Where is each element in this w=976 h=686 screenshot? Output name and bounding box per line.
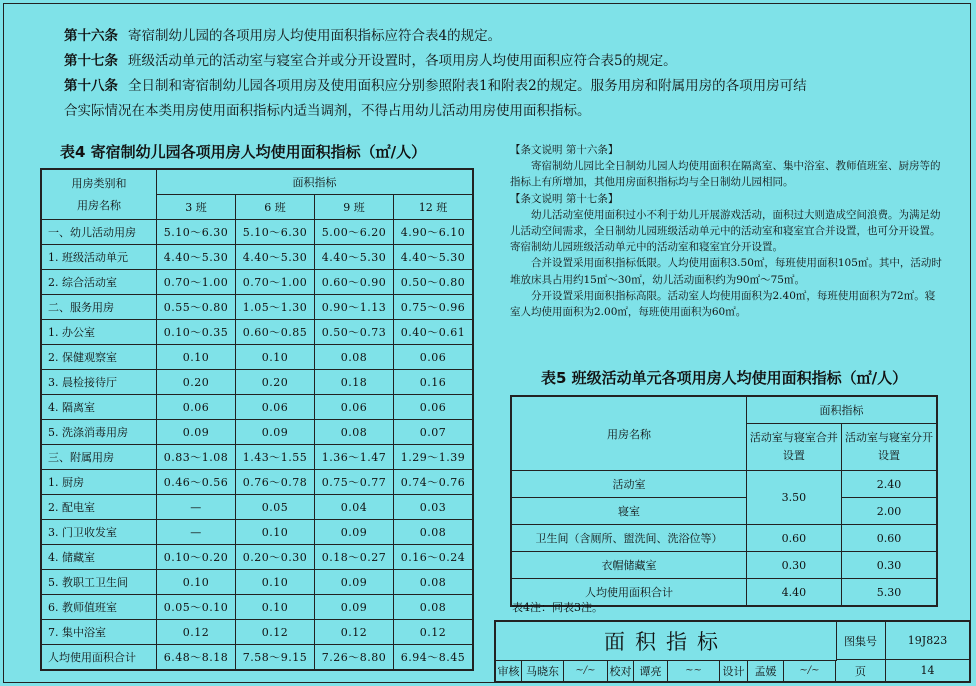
table4-row — [41, 320, 473, 345]
table4-cell: 0.10 — [235, 520, 314, 545]
table4-cell: 0.10 — [157, 345, 236, 370]
table4-cell: 0.10 — [157, 570, 236, 595]
table4-row — [41, 620, 473, 645]
table4-row-name: 1. 班级活动单元 — [41, 245, 157, 270]
table4-cell: 0.20～0.30 — [235, 545, 314, 570]
review-label: 审核 — [496, 660, 522, 681]
table5-cell-separate: 2.40 — [841, 471, 937, 498]
table4-cell: 0.75～0.77 — [314, 470, 393, 495]
article-16: 第十六条 寄宿制幼儿园的各项用房人均使用面积指标应符合表4的规定。 — [64, 28, 502, 44]
table4-col: 6 班 — [235, 195, 314, 220]
table4-cell: 0.74～0.76 — [393, 470, 473, 495]
designer-signature: ~/~ — [784, 660, 836, 681]
note-text-16: 寄宿制幼儿园比全日制幼儿园人均使用面积在隔离室、集中浴室、教师值班室、厨房等的指标上有所增加，其他用房面积指标均与全日制幼儿园相同。 — [510, 160, 941, 189]
table4-row-name: 2. 保健观察室 — [41, 345, 157, 370]
page-label: 页 — [836, 660, 886, 681]
table4-row — [41, 595, 473, 620]
table4-row-name: 5. 洗涤消毒用房 — [41, 420, 157, 445]
table4-cell: 0.06 — [393, 345, 473, 370]
table4-cell: 7.58～9.15 — [235, 645, 314, 671]
table4-cell: 0.03 — [393, 495, 473, 520]
table4-cell: 0.05 — [235, 495, 314, 520]
table4-cell: — — [157, 495, 236, 520]
table4-row-name: 三、附属用房 — [41, 445, 157, 470]
table4-row-name: 2. 配电室 — [41, 495, 157, 520]
table4-row — [41, 395, 473, 420]
table4-cell: 0.12 — [235, 620, 314, 645]
table4-cell: 0.08 — [393, 595, 473, 620]
table4-cell: 7.26～8.80 — [314, 645, 393, 671]
table5-cell-merged: 0.60 — [746, 525, 841, 552]
table5-row-name: 寝室 — [511, 498, 746, 525]
table4-cell: 0.09 — [235, 420, 314, 445]
note-heading-17: 【条文说明 第十七条】 — [510, 192, 619, 205]
table4-cell: 0.40～0.61 — [393, 320, 473, 345]
table4-cell: 0.09 — [314, 570, 393, 595]
table4-header-group: 面积指标 — [157, 169, 474, 195]
note-heading-16: 【条文说明 第十六条】 — [510, 144, 619, 156]
table4-cell: 4.40～5.30 — [157, 245, 236, 270]
table4-cell: 0.05～0.10 — [157, 595, 236, 620]
table4-row — [41, 420, 473, 445]
table4-row — [41, 495, 473, 520]
table4-cell: 0.08 — [314, 420, 393, 445]
table4-cell: 0.70～1.00 — [157, 270, 236, 295]
checker-name: 谭亮 — [634, 660, 668, 681]
table5-title: 表5 班级活动单元各项用房人均使用面积指标（㎡/人） — [541, 369, 908, 387]
table4-cell: 4.40～5.30 — [393, 245, 473, 270]
table5-header-name: 用房名称 — [511, 396, 746, 471]
check-label: 校对 — [608, 660, 634, 681]
table4-col: 12 班 — [393, 195, 473, 220]
table4-cell: 0.20 — [157, 370, 236, 395]
table4-row — [41, 220, 473, 245]
table4-row-name: 3. 晨检接待厅 — [41, 370, 157, 395]
article-17: 第十七条 班级活动单元的活动室与寝室合并或分开设置时，各项用房人均使用面积应符合表5的规定。 — [64, 53, 677, 69]
table5-cell-separate: 0.30 — [841, 552, 937, 579]
table4-cell: 0.12 — [393, 620, 473, 645]
table4-cell: 0.09 — [314, 520, 393, 545]
table4-cell: — — [157, 520, 236, 545]
explanation-notes — [510, 142, 942, 320]
checker-signature: ~~ — [668, 660, 720, 681]
table4-cell: 0.06 — [314, 395, 393, 420]
table4-cell: 0.06 — [393, 395, 473, 420]
table4-cell: 5.10～6.30 — [157, 220, 236, 245]
table4-cell: 0.09 — [314, 595, 393, 620]
table4-row-name: 二、服务用房 — [41, 295, 157, 320]
table4-row-name: 6. 教师值班室 — [41, 595, 157, 620]
table4-cell: 4.40～5.30 — [314, 245, 393, 270]
table4-col: 9 班 — [314, 195, 393, 220]
table4-cell: 6.94～8.45 — [393, 645, 473, 671]
table4-row — [41, 645, 473, 671]
table4-cell: 0.20 — [235, 370, 314, 395]
table4 — [40, 168, 474, 671]
table4-cell: 0.09 — [157, 420, 236, 445]
page-number: 14 — [920, 664, 935, 677]
designer-name: 孟媛 — [748, 660, 784, 681]
table4-cell: 0.55～0.80 — [157, 295, 236, 320]
table4-header-name: 用房类别和 用房名称 — [41, 169, 157, 220]
note-text-17b: 合并设置采用面积指标低限。人均使用面积3.50㎡，每班使用面积105㎡。其中，活动时堆放床具占用约15㎡～30㎡，幼儿活动面积约为90㎡～75㎡。 — [510, 257, 942, 286]
table4-row — [41, 470, 473, 495]
table4-cell: 0.10～0.35 — [157, 320, 236, 345]
table4-row — [41, 295, 473, 320]
table4-cell: 0.16～0.24 — [393, 545, 473, 570]
table4-col: 3 班 — [157, 195, 236, 220]
table4-cell: 0.50～0.80 — [393, 270, 473, 295]
table4-row-name: 5. 教职工卫生间 — [41, 570, 157, 595]
table4-row — [41, 270, 473, 295]
table4-row — [41, 520, 473, 545]
table4-row — [41, 370, 473, 395]
table4-cell: 5.00～6.20 — [314, 220, 393, 245]
note-text-17a: 幼儿活动室使用面积过小不利于幼儿开展游戏活动，面积过大则造成空间浪费。为满足幼儿活动空间需求，全日制幼儿园班级活动单元中的活动室和寝室宜合并设置，也可分开设置。寄宿制幼儿园班级活动单元中的活动室和寝室宜分开设置。 — [510, 208, 941, 254]
table4-cell: 0.16 — [393, 370, 473, 395]
table4-row-name: 3. 门卫收发室 — [41, 520, 157, 545]
note-text-17c: 分开设置采用面积指标高限。活动室人均使用面积为2.40㎡，每班使用面积为72㎡。寝室人均使用面积为2.00㎡，每班使用面积为60㎡。 — [510, 289, 936, 319]
table4-title: 表4 寄宿制幼儿园各项用房人均使用面积指标（㎡/人） — [60, 143, 427, 161]
table5-cell-separate: 0.60 — [841, 525, 937, 552]
table4-cell: 0.70～1.00 — [235, 270, 314, 295]
reviewer-name: 马晓东 — [522, 660, 564, 681]
table4-cell: 0.10～0.20 — [157, 545, 236, 570]
table4-cell: 0.06 — [235, 395, 314, 420]
table4-cell: 4.40～5.30 — [235, 245, 314, 270]
atlas-label: 图集号 — [836, 622, 886, 660]
table4-cell: 0.90～1.13 — [314, 295, 393, 320]
table5-cell-merged: 0.30 — [746, 552, 841, 579]
table4-cell: 0.50～0.73 — [314, 320, 393, 345]
table4-row-name: 2. 综合活动室 — [41, 270, 157, 295]
table4-cell: 0.10 — [235, 345, 314, 370]
article-18-cont: 合实际情况在本类用房使用面积指标内适当调剂，不得占用幼儿活动用房使用面积指标。 — [64, 103, 591, 119]
table4-cell: 0.18～0.27 — [314, 545, 393, 570]
table4-cell: 0.04 — [314, 495, 393, 520]
table4-cell: 0.83～1.08 — [157, 445, 236, 470]
table4-row-name: 4. 隔离室 — [41, 395, 157, 420]
table4-cell: 0.10 — [235, 595, 314, 620]
table4-cell: 0.76～0.78 — [235, 470, 314, 495]
table4-cell: 0.60～0.90 — [314, 270, 393, 295]
table4-row-name: 1. 厨房 — [41, 470, 157, 495]
table4-cell: 0.12 — [314, 620, 393, 645]
table4-row-name: 7. 集中浴室 — [41, 620, 157, 645]
table4-cell: 0.06 — [157, 395, 236, 420]
table5-col-separate: 活动室与寝室分开设置 — [841, 424, 937, 471]
table4-cell: 0.08 — [314, 345, 393, 370]
table5-note: 表4注：同表3注。 — [512, 601, 603, 614]
table4-cell: 0.08 — [393, 520, 473, 545]
table5-row-name: 人均使用面积合计 — [511, 579, 746, 607]
title-block — [494, 620, 971, 683]
article-18: 第十八条 全日制和寄宿制幼儿园各项用房及使用面积应分别参照附表1和附表2的规定。服务用房和附属用房的各项用房可结 — [64, 78, 807, 94]
table5-cell-merged: 4.40 — [746, 579, 841, 607]
table4-cell: 1.36～1.47 — [314, 445, 393, 470]
table5-cell-separate: 2.00 — [841, 498, 937, 525]
table4-cell: 0.10 — [235, 570, 314, 595]
design-label: 设计 — [720, 660, 748, 681]
table4-row-name: 人均使用面积合计 — [41, 645, 157, 671]
table5-header-group: 面积指标 — [746, 396, 937, 424]
table4-cell: 0.75～0.96 — [393, 295, 473, 320]
table4-row — [41, 545, 473, 570]
table4-row-name: 1. 办公室 — [41, 320, 157, 345]
reviewer-signature: ~/~ — [564, 660, 608, 681]
table4-cell: 0.12 — [157, 620, 236, 645]
table5-row-name: 活动室 — [511, 471, 746, 498]
table4-row — [41, 445, 473, 470]
table4-cell: 4.90～6.10 — [393, 220, 473, 245]
table4-cell: 5.10～6.30 — [235, 220, 314, 245]
table5-col-merged: 活动室与寝室合并设置 — [746, 424, 841, 471]
atlas-number: 19J823 — [886, 622, 969, 660]
table4-row — [41, 570, 473, 595]
table5-row-name: 卫生间（含厕所、盥洗间、洗浴位等） — [511, 525, 746, 552]
table5-cell-merged: 3.50 — [746, 471, 841, 525]
table5-row-name: 衣帽储藏室 — [511, 552, 746, 579]
table4-row-name: 4. 储藏室 — [41, 545, 157, 570]
table4-cell: 0.08 — [393, 570, 473, 595]
table4-row-name: 一、幼儿活动用房 — [41, 220, 157, 245]
table4-cell: 6.48～8.18 — [157, 645, 236, 671]
table4-row — [41, 245, 473, 270]
table4-cell: 1.29～1.39 — [393, 445, 473, 470]
table4-row — [41, 345, 473, 370]
table5-cell-separate: 5.30 — [841, 579, 937, 607]
table4-cell: 1.05～1.30 — [235, 295, 314, 320]
table4-cell: 0.07 — [393, 420, 473, 445]
table4-cell: 0.18 — [314, 370, 393, 395]
table5 — [510, 395, 938, 607]
drawing-title: 面积指标 — [496, 622, 837, 661]
articles-section — [64, 24, 944, 124]
table4-cell: 0.46～0.56 — [157, 470, 236, 495]
table4-cell: 0.60～0.85 — [235, 320, 314, 345]
table4-cell: 1.43～1.55 — [235, 445, 314, 470]
